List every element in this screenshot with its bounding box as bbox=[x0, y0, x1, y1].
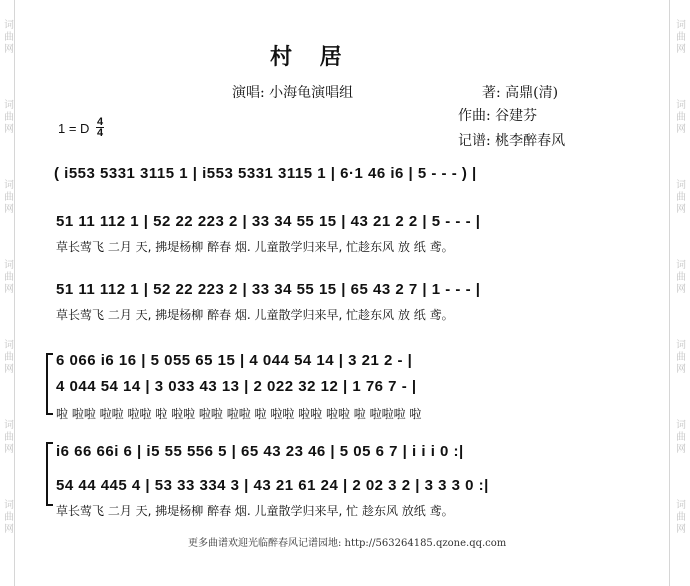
watermark-char: 曲 bbox=[4, 512, 14, 523]
watermark-char: 词 bbox=[676, 340, 686, 351]
system2-lower-notes: 54 44 445 4 | 53 33 334 3 | 43 21 61 24 | 2 02 3 2 | 3 3 3 0 :| bbox=[56, 477, 489, 494]
watermark-mark bbox=[675, 500, 687, 536]
watermark-char: 词 bbox=[4, 500, 14, 511]
system2-bracket bbox=[44, 441, 56, 507]
watermark-char: 词 bbox=[4, 180, 14, 191]
watermark-char: 词 bbox=[4, 20, 14, 31]
verse2-lyrics: 草长莺飞 二月 天, 拂堤杨柳 醉春 烟. 儿童散学归来早, 忙趁东风 放 纸 鸢。 bbox=[56, 308, 454, 322]
watermark-char: 网 bbox=[676, 524, 686, 535]
watermark-char: 网 bbox=[4, 284, 14, 295]
system1-lyrics: 啦 啦啦 啦啦 啦啦 啦 啦啦 啦啦 啦啦 啦 啦啦 啦啦 啦啦 啦 啦啦啦 啦 bbox=[56, 407, 422, 421]
watermark-char: 网 bbox=[676, 124, 686, 135]
watermark-char: 曲 bbox=[4, 352, 14, 363]
lyricist-credit: 著: 高鼎(清) bbox=[482, 85, 559, 101]
watermark-mark bbox=[3, 20, 15, 56]
verse1-notes: 51 11 112 1 | 52 22 223 2 | 33 34 55 15 | 43 21 2 2 | 5 - - - | bbox=[56, 213, 481, 230]
watermark-char: 曲 bbox=[676, 512, 686, 523]
watermark-char: 曲 bbox=[676, 112, 686, 123]
composer-credit: 作曲: 谷建芬 bbox=[458, 108, 538, 124]
system2-lyrics: 草长莺飞 二月 天, 拂堤杨柳 醉春 烟. 儿童散学归来早, 忙 趁东风 放纸 鸢。 bbox=[56, 504, 454, 518]
time-signature bbox=[95, 117, 105, 138]
watermark-char: 词 bbox=[676, 100, 686, 111]
watermark-mark bbox=[3, 180, 15, 216]
watermark-char: 词 bbox=[676, 20, 686, 31]
watermark-char: 网 bbox=[4, 364, 14, 375]
verse1-lyrics: 草长莺飞 二月 天, 拂堤杨柳 醉春 烟. 儿童散学归来早, 忙趁东风 放 纸 鸢。 bbox=[56, 240, 454, 254]
watermark-char: 曲 bbox=[4, 112, 14, 123]
watermark-char: 词 bbox=[676, 500, 686, 511]
watermark-char: 网 bbox=[4, 124, 14, 135]
key-signature: 1 = D bbox=[58, 121, 90, 136]
watermark-mark bbox=[675, 260, 687, 296]
watermark-char: 网 bbox=[4, 44, 14, 55]
system1-upper-notes: 6 066 i6 16 | 5 055 65 15 | 4 044 54 14 | 3 21 2 - | bbox=[56, 352, 413, 369]
watermark-char: 曲 bbox=[676, 272, 686, 283]
song-title: 村 居 bbox=[270, 44, 352, 70]
watermark-char: 词 bbox=[676, 260, 686, 271]
system2-upper-notes: i6 66 66i 6 | i5 55 556 5 | 65 43 23 46 | 5 05 6 7 | i i i 0 :| bbox=[56, 443, 464, 460]
system1-lower-notes: 4 044 54 14 | 3 033 43 13 | 2 022 32 12 | 1 76 7 - | bbox=[56, 378, 417, 395]
watermark-mark bbox=[3, 420, 15, 456]
watermark-char: 网 bbox=[4, 204, 14, 215]
watermark-mark bbox=[675, 420, 687, 456]
footer-credit: 更多曲谱欢迎光临醉春风记谱园地: http://563264185.qzone.qq.com bbox=[188, 538, 507, 549]
watermark-mark bbox=[675, 20, 687, 56]
intro-notes: ( i553 5331 3115 1 | i553 5331 3115 1 | 6·1 46 i6 | 5 - - - ) | bbox=[54, 165, 477, 182]
time-signature-bottom: 4 bbox=[96, 127, 104, 139]
verse2-notes: 51 11 112 1 | 52 22 223 2 | 33 34 55 15 | 65 43 2 7 | 1 - - - | bbox=[56, 281, 481, 298]
watermark-mark bbox=[675, 340, 687, 376]
watermark-mark bbox=[675, 100, 687, 136]
watermark-char: 词 bbox=[4, 420, 14, 431]
watermark-char: 曲 bbox=[676, 192, 686, 203]
watermark-char: 词 bbox=[676, 180, 686, 191]
watermark-char: 曲 bbox=[4, 432, 14, 443]
watermark-char: 词 bbox=[676, 420, 686, 431]
watermark-mark bbox=[3, 260, 15, 296]
transcriber-credit: 记谱: 桃李醉春风 bbox=[458, 133, 566, 149]
watermark-char: 网 bbox=[676, 204, 686, 215]
system1-bracket bbox=[44, 352, 56, 416]
watermark-char: 曲 bbox=[4, 192, 14, 203]
watermark-char: 网 bbox=[4, 444, 14, 455]
watermark-mark bbox=[3, 500, 15, 536]
watermark-char: 曲 bbox=[676, 352, 686, 363]
watermark-char: 网 bbox=[676, 284, 686, 295]
watermark-char: 词 bbox=[4, 340, 14, 351]
watermark-char: 词 bbox=[4, 260, 14, 271]
watermark-char: 曲 bbox=[4, 32, 14, 43]
watermark-char: 网 bbox=[676, 444, 686, 455]
time-signature-top: 4 bbox=[96, 116, 104, 128]
watermark-char: 曲 bbox=[4, 272, 14, 283]
watermark-char: 曲 bbox=[676, 32, 686, 43]
watermark-char: 词 bbox=[4, 100, 14, 111]
singer-credit: 演唱: 小海龟演唱组 bbox=[232, 85, 354, 101]
watermark-char: 网 bbox=[676, 44, 686, 55]
watermark-mark bbox=[675, 180, 687, 216]
watermark-char: 网 bbox=[676, 364, 686, 375]
right-page-border bbox=[669, 0, 670, 586]
watermark-mark bbox=[3, 340, 15, 376]
watermark-char: 网 bbox=[4, 524, 14, 535]
watermark-char: 曲 bbox=[676, 432, 686, 443]
watermark-mark bbox=[3, 100, 15, 136]
